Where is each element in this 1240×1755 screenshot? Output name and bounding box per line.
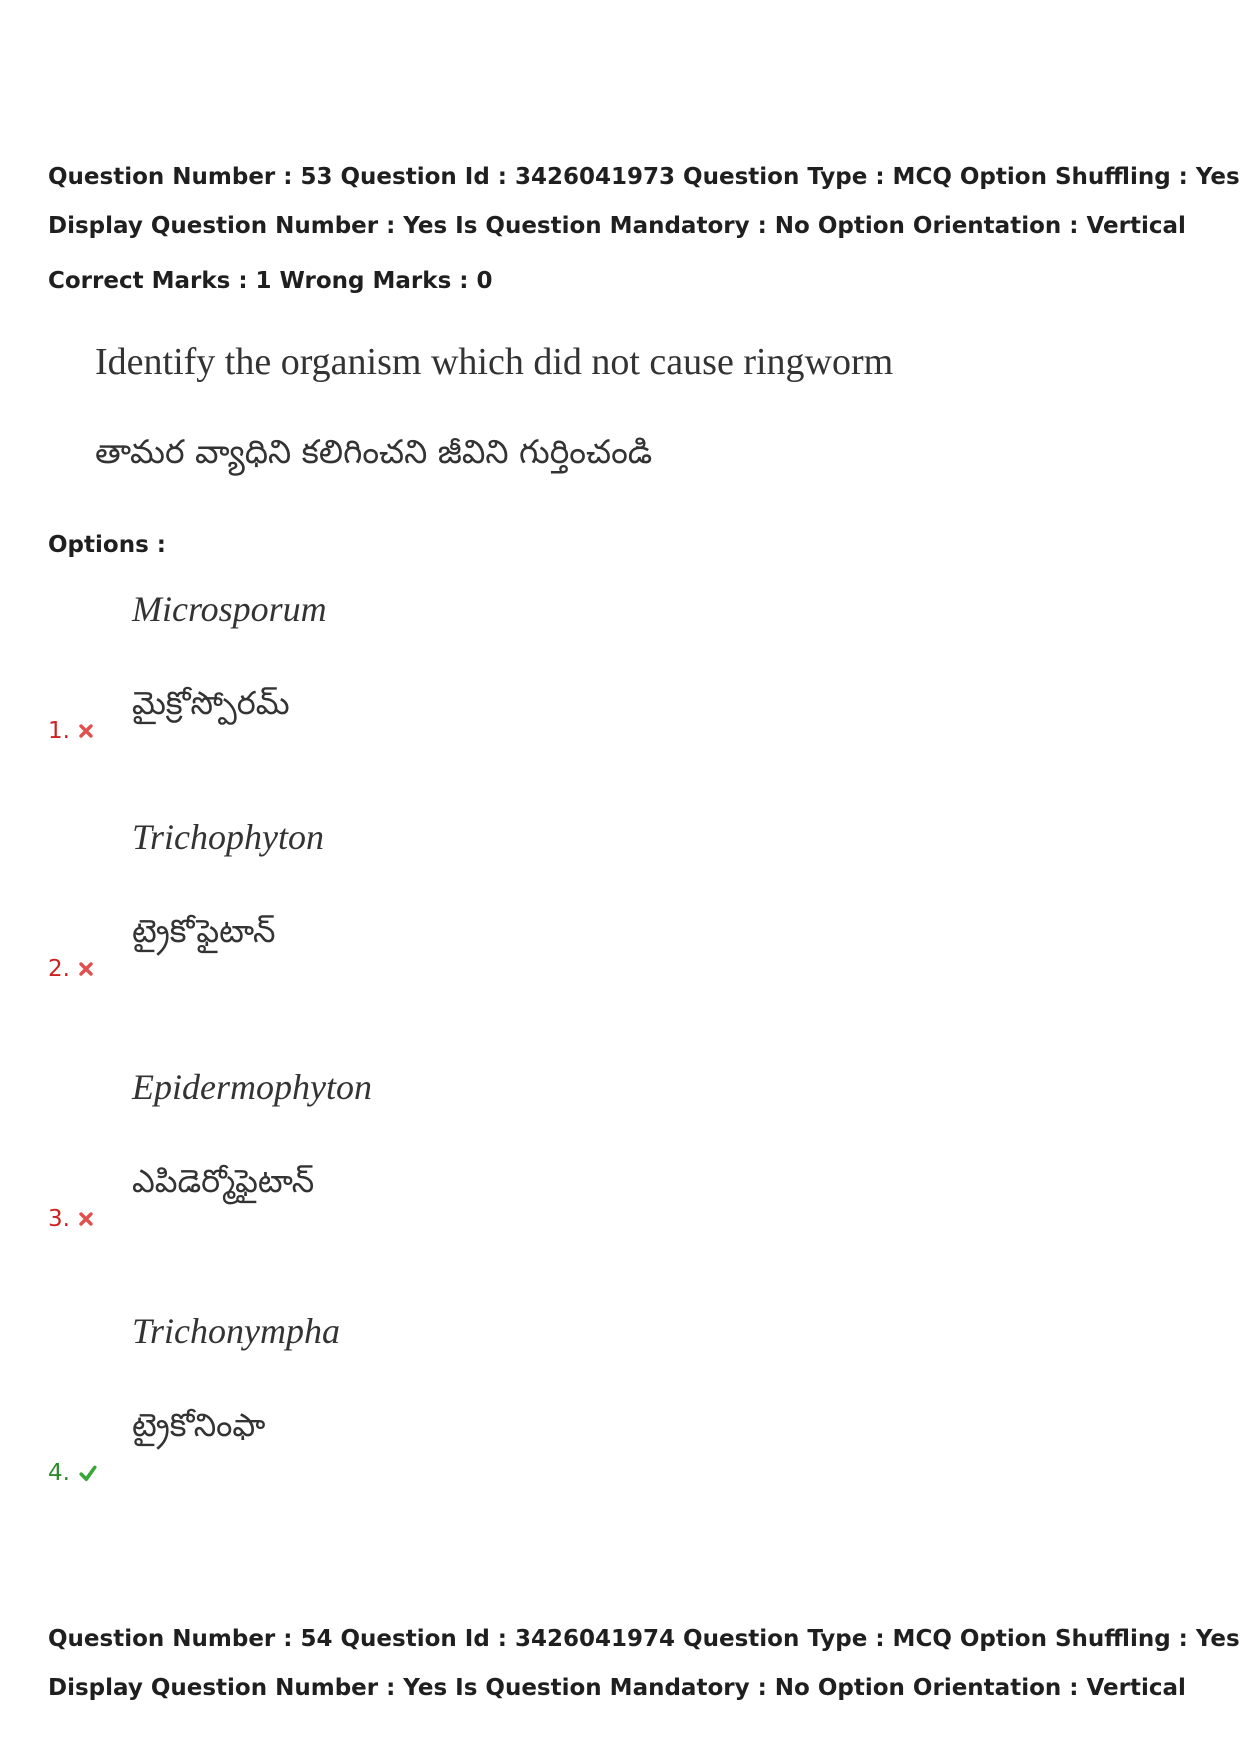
option-4-number-label: 4. [48, 1460, 70, 1486]
option-2-number [48, 956, 94, 982]
options-label: Options : [48, 532, 166, 558]
question-53-meta-line-2: Display Question Number : Yes Is Question Mandatory : No Option Orientation : Vertical [48, 213, 1186, 239]
option-3-number [48, 1206, 94, 1232]
option-1-text-telugu: మైక్రోస్పోరమ్ [132, 684, 290, 722]
option-4-text-english: Trichonympha [132, 1311, 341, 1351]
question-53-marks: Correct Marks : 1 Wrong Marks : 0 [48, 268, 493, 294]
option-2-number-label: 2. [48, 956, 70, 982]
option-1-number [48, 718, 94, 744]
option-4-text-telugu: ట్రైకోనింఫా [132, 1406, 266, 1444]
question-53-text-english: Identify the organism which did not cause ringworm [95, 341, 894, 383]
option-3-text-english: Epidermophyton [132, 1067, 372, 1107]
cross-icon [78, 961, 94, 977]
option-1-text-english: Microsporum [132, 589, 327, 629]
option-2-text-telugu: ట్రైకోఫైటాన్ [132, 912, 276, 950]
option-1-number-label: 1. [48, 718, 70, 744]
option-4-number [48, 1460, 98, 1486]
check-icon [78, 1464, 98, 1482]
question-54-meta-line-1: Question Number : 54 Question Id : 3426041974 Question Type : MCQ Option Shuffling : Yes [48, 1626, 1240, 1652]
option-3-text-telugu: ఎపిడెర్మోఫైటాన్ [132, 1162, 315, 1200]
option-3-number-label: 3. [48, 1206, 70, 1232]
option-2-text-english: Trichophyton [132, 817, 325, 857]
question-53-meta-line-1: Question Number : 53 Question Id : 3426041973 Question Type : MCQ Option Shuffling : Yes [48, 164, 1240, 190]
cross-icon [78, 1211, 94, 1227]
question-54-meta-line-2: Display Question Number : Yes Is Question Mandatory : No Option Orientation : Vertical [48, 1675, 1186, 1701]
question-53-text-telugu: తామర వ్యాధిని కలిగించని జీవిని గుర్తించండి [95, 432, 653, 471]
cross-icon [78, 723, 94, 739]
